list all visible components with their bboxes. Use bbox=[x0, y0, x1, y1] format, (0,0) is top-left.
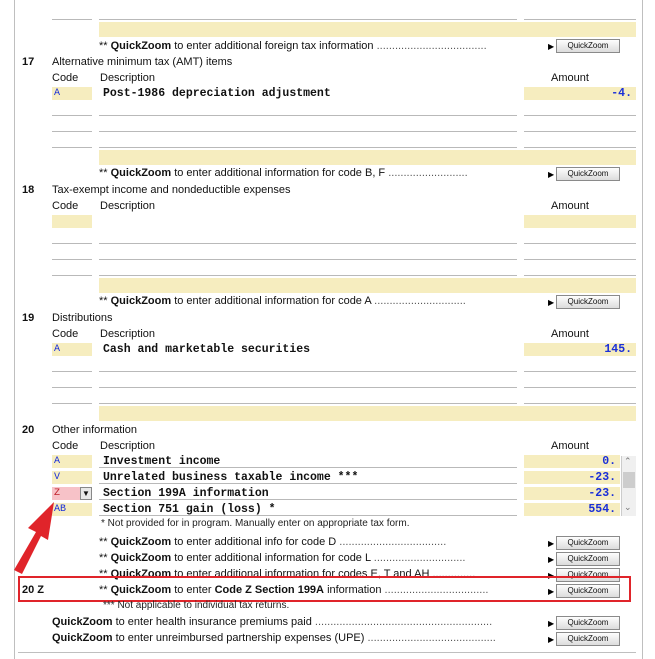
description-field[interactable] bbox=[99, 215, 517, 228]
section-number: 18 bbox=[22, 184, 35, 196]
quickzoom-button[interactable]: QuickZoom bbox=[556, 552, 620, 566]
arrow-right-icon: ▶ bbox=[548, 555, 555, 564]
quickzoom-20-d[interactable]: ** QuickZoom to enter additional info for code D ................................... bbox=[99, 536, 447, 548]
arrow-right-icon: ▶ bbox=[548, 42, 555, 51]
blank-code[interactable] bbox=[52, 263, 92, 276]
arrow-right-icon: ▶ bbox=[548, 571, 555, 580]
yellow-bar bbox=[99, 22, 636, 37]
blank-desc[interactable] bbox=[99, 375, 517, 388]
quickzoom-button[interactable]: QuickZoom bbox=[556, 295, 620, 309]
description-field[interactable]: Cash and marketable securities bbox=[103, 343, 311, 356]
arrow-right-icon: ▶ bbox=[548, 587, 555, 596]
arrow-right-icon: ▶ bbox=[548, 298, 555, 307]
blank-desc[interactable] bbox=[99, 135, 517, 148]
description-field[interactable]: Section 199A information bbox=[99, 487, 517, 500]
blank-code[interactable] bbox=[52, 119, 92, 132]
quickzoom-button[interactable]: QuickZoom bbox=[556, 584, 620, 598]
section-number: 17 bbox=[22, 56, 35, 68]
amount-field[interactable] bbox=[524, 215, 636, 228]
quickzoom-upe[interactable]: QuickZoom to enter unreimbursed partnership expenses (UPE) .......................................... bbox=[52, 632, 496, 644]
footnote: * Not provided for in program. Manually enter on appropriate tax form. bbox=[101, 518, 410, 529]
quickzoom-17[interactable]: ** QuickZoom to enter additional information for code B, F .......................... bbox=[99, 167, 468, 179]
section-title: Tax-exempt income and nondeductible expenses bbox=[52, 184, 291, 196]
blank-code[interactable] bbox=[52, 103, 92, 116]
code-dropdown-field[interactable]: Z bbox=[52, 487, 80, 500]
amount-field[interactable]: -4. bbox=[524, 87, 636, 100]
amount-field[interactable]: -23. bbox=[524, 487, 620, 500]
section-title: Other information bbox=[52, 424, 137, 436]
quickzoom-20-z[interactable]: ** QuickZoom to enter Code Z Section 199A information .................................. bbox=[99, 584, 489, 596]
scroll-up-icon[interactable]: ⌃ bbox=[624, 456, 632, 466]
blank-desc[interactable] bbox=[99, 359, 517, 372]
blank-amount[interactable] bbox=[524, 119, 636, 132]
quickzoom-foreign-tax[interactable]: ** QuickZoom to enter additional foreign tax information .................................... bbox=[99, 40, 487, 52]
blank-amount[interactable] bbox=[524, 391, 636, 404]
blank-code[interactable] bbox=[52, 359, 92, 372]
blank-amount[interactable] bbox=[524, 103, 636, 116]
code-field[interactable]: A bbox=[52, 87, 92, 100]
quickzoom-health-insurance[interactable]: QuickZoom to enter health insurance premiums paid .......................................................... bbox=[52, 616, 493, 628]
highlight-box bbox=[18, 576, 631, 602]
blank-desc[interactable] bbox=[99, 247, 517, 260]
section-20z-label: 20 Z bbox=[22, 584, 45, 596]
dropdown-arrow-icon[interactable]: ▼ bbox=[80, 487, 92, 500]
quickzoom-20-l[interactable]: ** QuickZoom to enter additional information for code L .............................. bbox=[99, 552, 466, 564]
quickzoom-button[interactable]: QuickZoom bbox=[556, 568, 620, 582]
blank-desc[interactable] bbox=[99, 119, 517, 132]
amount-field[interactable]: 145. bbox=[524, 343, 636, 356]
code-field[interactable]: V bbox=[52, 471, 92, 484]
column-header-code: Code bbox=[52, 440, 79, 452]
code-field[interactable]: AB bbox=[52, 503, 92, 516]
quickzoom-button[interactable]: QuickZoom bbox=[556, 39, 620, 53]
description-field[interactable]: Unrelated business taxable income *** bbox=[99, 471, 517, 484]
code-field[interactable]: A bbox=[52, 343, 92, 356]
arrow-right-icon: ▶ bbox=[548, 170, 555, 179]
column-header-amount: Amount bbox=[551, 328, 589, 340]
blank-desc[interactable] bbox=[99, 263, 517, 276]
blank-desc[interactable] bbox=[99, 231, 517, 244]
code-field[interactable]: A bbox=[52, 455, 92, 468]
column-header-description: Description bbox=[100, 440, 156, 452]
blank-amount[interactable] bbox=[524, 135, 636, 148]
blank-amount[interactable] bbox=[524, 263, 636, 276]
divider bbox=[18, 652, 636, 653]
amount-field[interactable]: -23. bbox=[524, 471, 620, 484]
arrow-right-icon: ▶ bbox=[548, 619, 555, 628]
column-header-code: Code bbox=[52, 328, 79, 340]
blank-code[interactable] bbox=[52, 135, 92, 148]
blank-amount[interactable] bbox=[524, 231, 636, 244]
blank-desc[interactable] bbox=[99, 103, 517, 116]
quickzoom-button[interactable]: QuickZoom bbox=[556, 536, 620, 550]
blank-code[interactable] bbox=[52, 7, 92, 20]
blank-code[interactable] bbox=[52, 231, 92, 244]
scroll-down-icon[interactable]: ⌄ bbox=[624, 502, 632, 512]
quickzoom-button[interactable]: QuickZoom bbox=[556, 167, 620, 181]
quickzoom-18[interactable]: ** QuickZoom to enter additional information for code A .............................. bbox=[99, 295, 466, 307]
blank-amount[interactable] bbox=[524, 375, 636, 388]
section-title: Distributions bbox=[52, 312, 113, 324]
column-header-amount: Amount bbox=[551, 200, 589, 212]
blank-amount[interactable] bbox=[524, 247, 636, 260]
column-header-code: Code bbox=[52, 72, 79, 84]
column-header-amount: Amount bbox=[551, 72, 589, 84]
blank-amount[interactable] bbox=[524, 7, 636, 20]
section-number: 20 bbox=[22, 424, 35, 436]
yellow-bar bbox=[99, 406, 636, 421]
section-title: Alternative minimum tax (AMT) items bbox=[52, 56, 233, 68]
arrow-right-icon: ▶ bbox=[548, 539, 555, 548]
column-header-description: Description bbox=[100, 328, 156, 340]
column-header-amount: Amount bbox=[551, 440, 589, 452]
blank-amount[interactable] bbox=[524, 359, 636, 372]
column-header-description: Description bbox=[100, 200, 156, 212]
code-field[interactable] bbox=[52, 215, 92, 228]
blank-code[interactable] bbox=[52, 247, 92, 260]
quickzoom-button[interactable]: QuickZoom bbox=[556, 632, 620, 646]
blank-desc[interactable] bbox=[99, 391, 517, 404]
quickzoom-button[interactable]: QuickZoom bbox=[556, 616, 620, 630]
description-field[interactable]: Section 751 gain (loss) * bbox=[99, 503, 517, 516]
description-field[interactable]: Post-1986 depreciation adjustment bbox=[103, 87, 331, 100]
arrow-right-icon: ▶ bbox=[548, 635, 555, 644]
blank-code[interactable] bbox=[52, 391, 92, 404]
quickzoom-20-e-t-ah[interactable]: ** QuickZoom to enter additional information for codes E, T and AH .............. bbox=[99, 568, 476, 580]
column-header-code: Code bbox=[52, 200, 79, 212]
scrollbar[interactable] bbox=[621, 456, 636, 516]
yellow-bar bbox=[99, 278, 636, 293]
scrollbar-thumb[interactable] bbox=[623, 472, 635, 488]
blank-code[interactable] bbox=[52, 375, 92, 388]
column-header-description: Description bbox=[100, 72, 156, 84]
amount-field[interactable]: 554. bbox=[524, 503, 620, 516]
amount-field[interactable]: 0. bbox=[524, 455, 620, 468]
description-field[interactable]: Investment income bbox=[99, 455, 517, 468]
footnote: *** Not applicable to individual tax returns. bbox=[103, 600, 290, 611]
section-number: 19 bbox=[22, 312, 35, 324]
red-arrow-icon bbox=[6, 496, 62, 574]
yellow-bar bbox=[99, 150, 636, 165]
blank-desc[interactable] bbox=[99, 7, 517, 20]
